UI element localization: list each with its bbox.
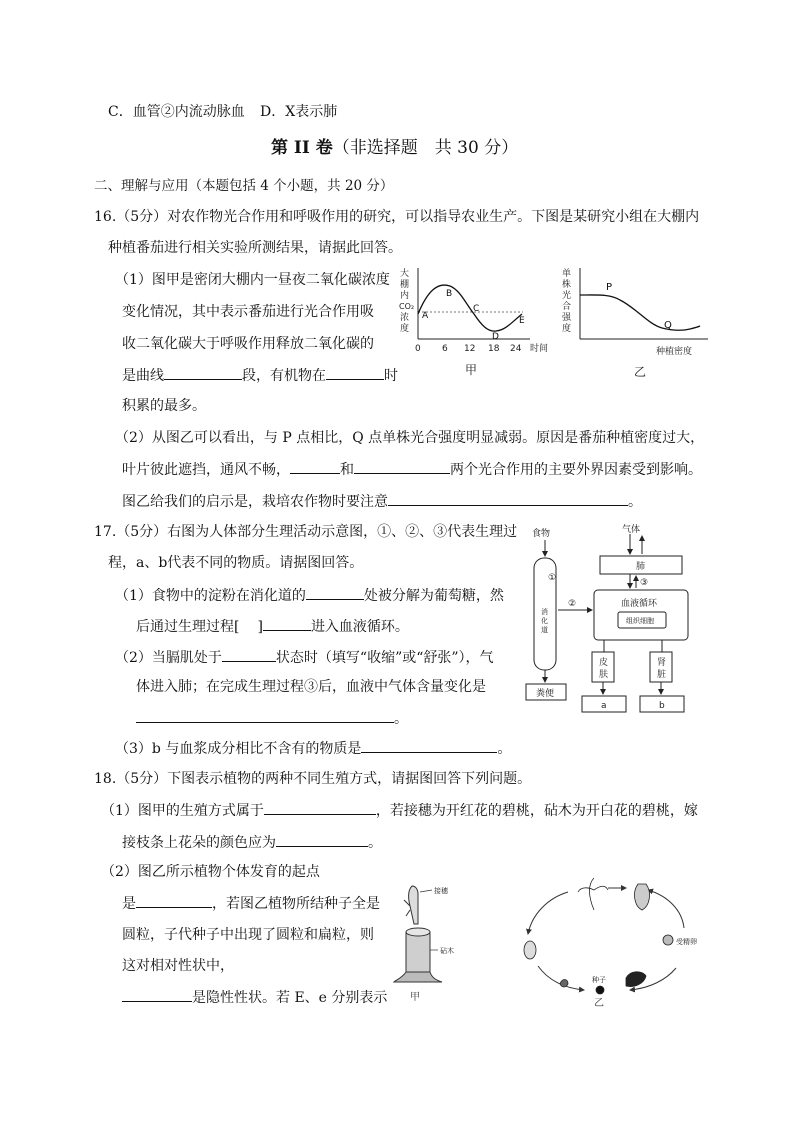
option-c: C．血管②内流动脉血: [108, 104, 245, 120]
digestive-label-2: 化: [541, 617, 548, 625]
q16-p1-line4: [122, 365, 398, 386]
q18-p2-text-a: 是: [122, 896, 136, 912]
plant-sketch: [578, 878, 608, 910]
q17-p2-line3: [136, 708, 408, 729]
fig18-jia-caption: 甲: [410, 992, 420, 1003]
blank-time[interactable]: [326, 365, 384, 380]
q17-p2-line1: [115, 647, 494, 668]
jia-tick-12: 12: [464, 344, 476, 354]
q16-p1-text-a: 是曲线: [122, 368, 164, 384]
jia-point-a: A: [422, 311, 429, 321]
yi-caption: 乙: [634, 365, 647, 379]
blank-factor-1[interactable]: [290, 459, 340, 474]
q16-p1-text-b: 段，有机物在: [242, 368, 326, 384]
fig18-yi-caption: 乙: [594, 998, 604, 1009]
sprout-sketch: [560, 980, 568, 988]
blank-flower-color[interactable]: [276, 832, 368, 847]
food-label: 食物: [532, 529, 551, 539]
jia-point-c: C: [473, 304, 480, 314]
q18-p1-line1: [101, 800, 698, 821]
fertilized-egg-label: 受精卵: [676, 938, 697, 946]
jia-xlabel: 时间: [530, 344, 548, 354]
q18-p2-line5: [122, 987, 387, 1008]
num-3-label: ③: [640, 578, 649, 588]
q16-p1-text-c: 时: [384, 368, 398, 384]
blank-gas-change[interactable]: [136, 708, 394, 723]
q17-p1-text-d: ]: [257, 619, 263, 635]
jia-point-d: D: [492, 332, 499, 342]
skin-label-2: 肤: [599, 670, 609, 680]
blank-origin[interactable]: [136, 893, 212, 908]
q17-p1-text-c: 后通过生理过程[: [136, 619, 240, 635]
q16-p2-text-a: 叶片彼此遮挡，通风不畅，: [122, 462, 290, 478]
q16-p2-text-b: 和: [340, 462, 354, 478]
yi-ylabel-4: 合: [562, 302, 572, 312]
gas-label: 气体: [622, 525, 641, 535]
yi-ylabel-5: 强: [562, 313, 572, 323]
feces-label: 粪便: [536, 689, 555, 699]
blank-digestion-site[interactable]: [306, 585, 364, 600]
q18-intro: 18.（5分）下图表示植物的两种不同生殖方式，请据图回答下列问题。: [94, 771, 532, 787]
q18-p1-text-c: 接枝条上花朵的颜色应为: [122, 835, 276, 851]
num-1-label: ①: [548, 573, 557, 583]
q17-p1-text-b: 处被分解为葡萄糖，然: [363, 588, 504, 604]
q16-p2-text-e: 。: [628, 494, 642, 510]
blank-factor-2[interactable]: [354, 459, 450, 474]
yi-ylabel-6: 度: [562, 324, 572, 334]
seed-sketch: [596, 986, 604, 994]
jia-point-b: B: [446, 289, 453, 299]
q17-p1-line1: [115, 585, 504, 606]
q18-p2-text-b: ，若图乙植物所结种子全是: [212, 896, 380, 912]
graph-yi: [558, 262, 718, 380]
yi-ylabel-1: 单: [562, 269, 572, 279]
diagram-17: [518, 522, 714, 714]
jia-ylabel-2: 棚: [400, 280, 410, 290]
q17-p1-text-e: 进入血液循环。: [310, 619, 409, 635]
blank-process-name[interactable]: [263, 616, 311, 631]
stock-shape: [406, 932, 430, 972]
pod-sketch: [626, 972, 646, 987]
blank-diaphragm-state[interactable]: [222, 647, 276, 662]
circulation-box: [594, 590, 688, 640]
flower-sketch: [635, 884, 650, 910]
scion-shape: [409, 886, 418, 924]
skin-label-1: 皮: [599, 658, 609, 668]
stock-label: 砧木: [440, 947, 454, 955]
cycle-arrow-2: [538, 966, 584, 990]
q16-intro-1: 16.（5分）对农作物光合作用和呼吸作用的研究，可以指导农业生产。下图是某研究小组在大棚内: [94, 209, 700, 225]
jia-caption: 甲: [465, 363, 478, 377]
part-title-sub: （非选择题 共 30 分）: [332, 138, 519, 158]
q18-p2-line3: 圆粒，子代种子中出现了圆粒和扁粒，则: [122, 927, 374, 943]
q17-p3-text-a: （3）b 与血浆成分相比不含有的物质是: [115, 741, 362, 757]
jia-ylabel-5: 浓: [400, 313, 410, 323]
yi-xlabel: 种植密度: [656, 347, 693, 357]
blank-implication[interactable]: [388, 491, 628, 506]
graph-jia: [398, 262, 548, 380]
part-title: [271, 138, 518, 158]
lung-label: 肺: [636, 562, 646, 572]
cycle-arrow-4: [648, 890, 684, 928]
q16-p1-line1: （1）图甲是密闭大棚内一昼夜二氧化碳浓度: [115, 272, 390, 288]
q17-p2-text-c: 。: [394, 711, 408, 727]
circulation-label: 血液循环: [621, 599, 658, 609]
digestive-label-3: 道: [541, 626, 548, 634]
jia-tick-24: 24: [510, 344, 522, 354]
fig18-yi: [508, 870, 708, 1010]
q17-p1-text-a: （1）食物中的淀粉在消化道的: [115, 588, 306, 604]
q18-p1-line2: [122, 832, 382, 853]
option-d: D．X表示肺: [260, 104, 338, 120]
kidney-label-2: 脏: [657, 670, 667, 680]
tissue-label: 组织细胞: [626, 617, 654, 625]
part-title-main: 第 II 卷: [271, 138, 333, 158]
q17-p2-text-b: 状态时（填写“收缩”或“舒张”），气: [275, 650, 494, 666]
fig18-jia: [392, 880, 464, 1006]
yi-curve: [580, 295, 700, 330]
q17-p1-line2: [136, 616, 409, 637]
jia-curve: [418, 285, 522, 331]
q17-p3-line: [115, 738, 511, 759]
jia-ylabel-1: 大: [400, 269, 410, 279]
stock-top: [406, 928, 430, 936]
q16-p1-line5: 积累的最多。: [122, 398, 206, 414]
yi-point-q: Q: [664, 320, 672, 331]
q18-p2-line1: （2）图乙所示植物个体发育的起点: [101, 864, 320, 880]
q16-p2-line2: [122, 459, 702, 480]
scion-pointer: [420, 890, 432, 892]
stock-root: [394, 972, 442, 982]
q18-p2-line2: [122, 893, 380, 914]
q16-p1-line2: 变化情况，其中表示番茄进行光合作用吸: [122, 304, 374, 320]
jia-ylabel-6: 度: [400, 324, 410, 334]
blank-urine-missing[interactable]: [361, 738, 497, 753]
q16-p2-line1: （2）从图乙可以看出，与 P 点相比，Q 点单株光合强度明显减弱。原因是番茄种植密度过大，: [115, 430, 705, 446]
q17-intro-2: 程，a、b代表不同的物质。请据图回答。: [108, 555, 364, 571]
b-label: b: [659, 701, 665, 711]
q17-p3-text-b: 。: [497, 741, 512, 757]
blank-reproduction-type[interactable]: [264, 800, 376, 815]
section-heading: 二、理解与应用（本题包括 4 个小题，共 20 分）: [94, 178, 394, 194]
q16-p1-line3: 收二氧化碳大于呼吸作用释放二氧化碳的: [122, 336, 374, 352]
q17-intro-1: 17.（5分）右图为人体部分生理活动示意图，①、②、③代表生理过: [94, 524, 518, 540]
kidney-label-1: 肾: [657, 658, 667, 668]
cycle-arrow-1: [528, 892, 568, 934]
seed-label: 种子: [592, 976, 606, 984]
num-2-label: ②: [568, 599, 577, 609]
yi-point-p: P: [606, 282, 613, 293]
q18-p1-text-d: 。: [368, 835, 382, 851]
q16-p2-text-d: 图乙给我们的启示是，栽培农作物时要注意: [122, 494, 388, 510]
jia-point-e: E: [519, 316, 525, 326]
q18-p1-text-a: （1）图甲的生殖方式属于: [101, 803, 264, 819]
q17-p2-text-a: （2）当膈肌处于: [115, 650, 222, 666]
jia-tick-18: 18: [488, 344, 500, 354]
seedling-sketch: [524, 941, 536, 959]
scion-label: 接穗: [434, 887, 448, 895]
blank-curve-segment[interactable]: [164, 365, 242, 380]
jia-tick-6: 6: [442, 344, 448, 354]
digestive-label-1: 消: [541, 608, 548, 616]
q17-p2-line2: 体进入肺；在完成生理过程③后，血液中气体含量变化是: [136, 679, 486, 695]
a-label: a: [601, 701, 607, 711]
blank-recessive-trait[interactable]: [122, 987, 192, 1002]
q18-p1-text-b: ，若接穗为开红花的碧桃，砧木为开白花的碧桃，嫁: [375, 803, 698, 819]
yi-ylabel-2: 株: [562, 280, 572, 290]
q16-p2-text-c: 两个光合作用的主要外界因素受到影响。: [450, 462, 702, 478]
q16-p2-line3: [122, 491, 642, 512]
jia-tick-0: 0: [415, 344, 421, 354]
q16-intro-2: 种植番茄进行相关实验所测结果，请据此回答。: [108, 240, 402, 256]
fertilized-egg-sketch: [663, 935, 673, 945]
jia-ylabel-4: CO₂: [399, 302, 415, 311]
q18-p2-line4: 这对相对性状中，: [122, 958, 234, 974]
jia-ylabel-3: 内: [400, 291, 410, 301]
yi-ylabel-3: 光: [562, 291, 572, 301]
q18-p2-text-c: 是隐性性状。若 E、e 分别表示: [192, 990, 388, 1006]
